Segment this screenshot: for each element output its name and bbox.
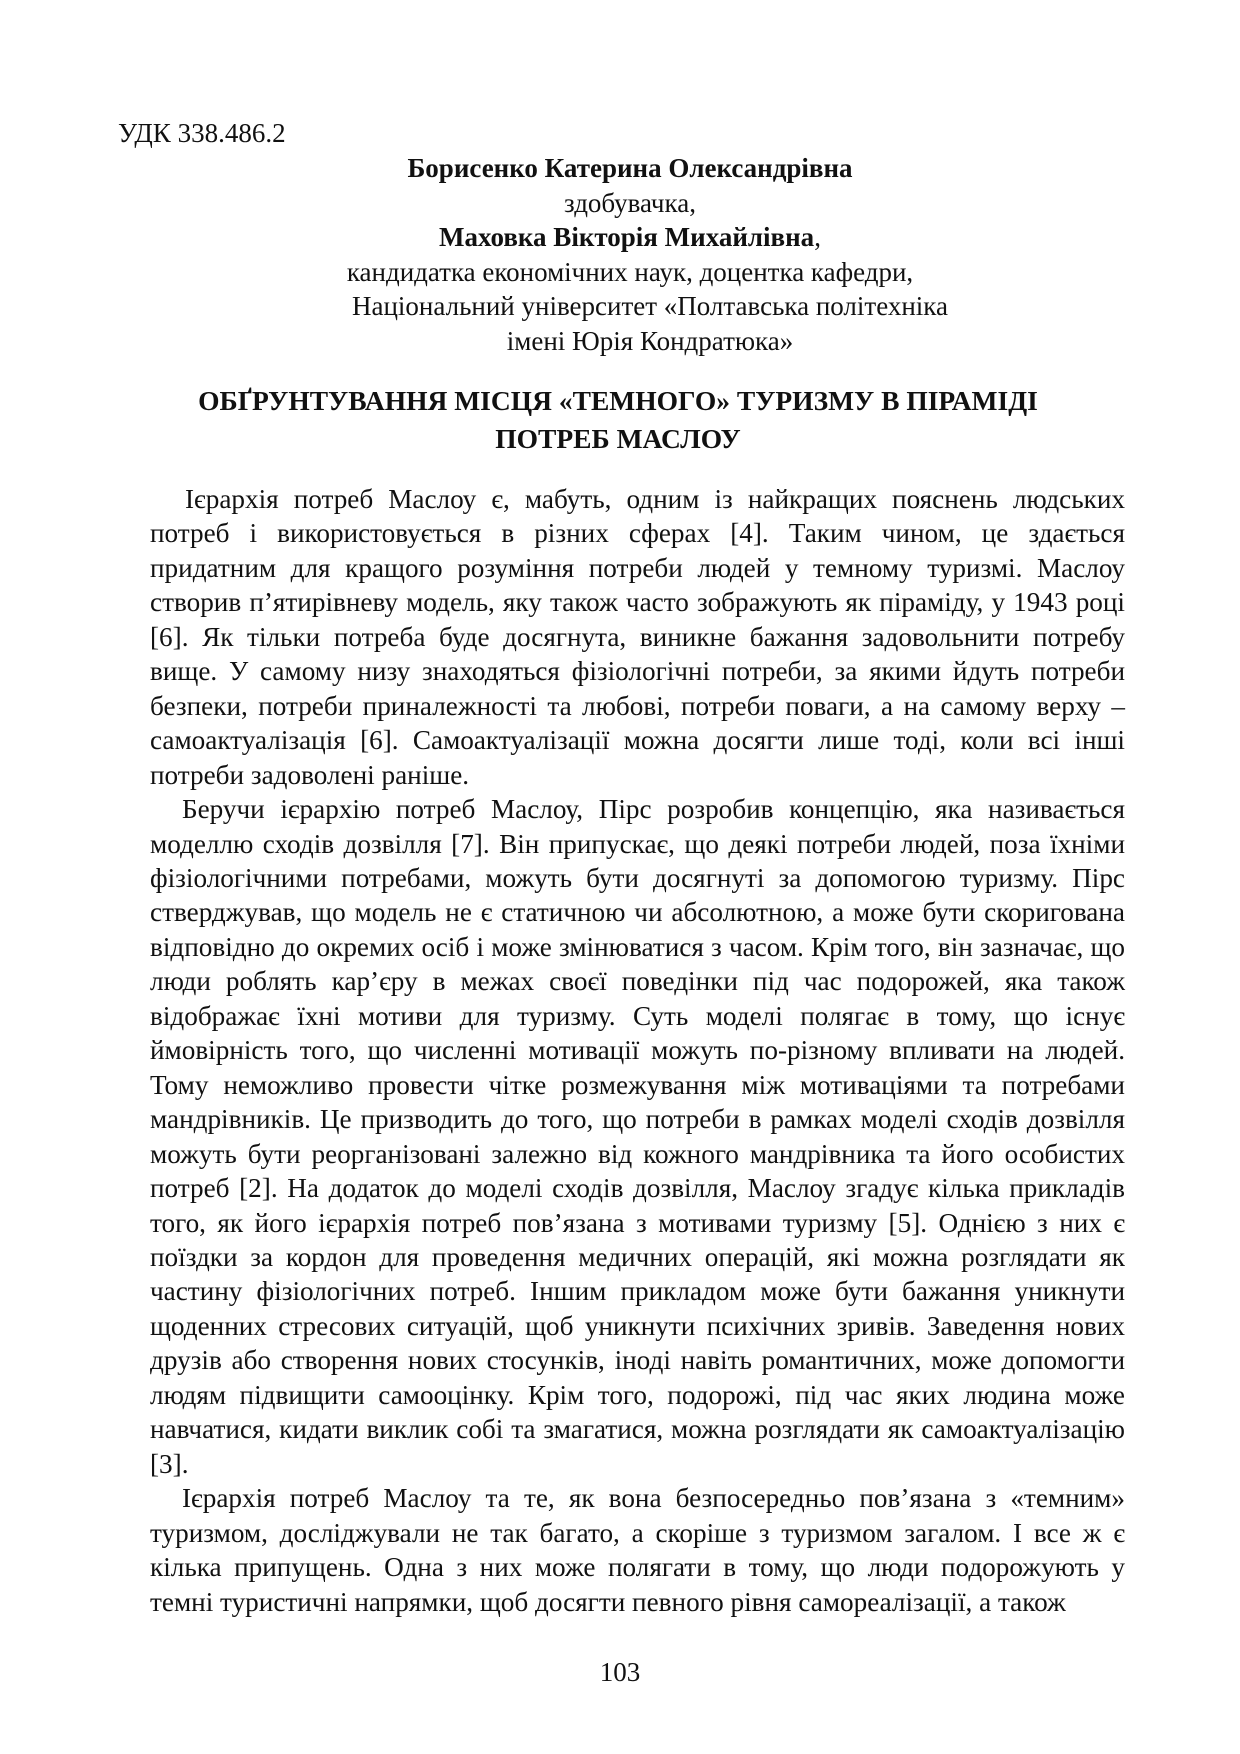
- author-2-role: кандидатка економічних наук, доцентка кафедри,: [346, 256, 914, 287]
- author-2-separator: ,: [814, 222, 821, 253]
- author-1-role: здобувачка,: [564, 187, 696, 218]
- author-2-line: [130, 220, 1130, 255]
- author-1-name: Борисенко Катерина Олександрівна: [407, 153, 853, 183]
- author-block: [130, 151, 1130, 359]
- page-number: 103: [599, 1657, 641, 1687]
- paragraph-1: Ієрархія потреб Маслоу є, мабуть, одним із найкращих пояснень людських потреб і використовується в різних сферах [4]. Таким чином, це здається придатним для кращого розуміння потреби людей у темному туризмі. Маслоу створив п’ятирівневу модель, яку також часто зображують як піраміду, у 1943 році [6]. Як тільки потреба буде досягнута, виникне бажання задовольнити потребу вище. У самому низу знаходяться фізіологічні потреби, за якими йдуть потреби безпеки, потреби приналежності та любові, потреби поваги, а на самому верху – самоактуалізація [6]. Самоактуалізації можна досягти лише тоді, коли всі інші потреби задоволені раніше.: [150, 484, 1125, 790]
- body-text: [150, 482, 1125, 1619]
- paragraph-2: Беручи ієрархію потреб Маслоу, Пірс розробив концепцію, яка називається моделлю сходів дозвілля [7]. Він припускає, що деякі потреби людей, поза їхніми фізіологічними потребами, можуть бути досягнуті за допомогою туризму. Пірс стверджував, що модель не є статичною чи абсолютною, а може бути скоригована відповідно до окремих осіб і може змінюватися з часом. Крім того, він зазначає, що люди роблять кар’єру в межах своєї поведінки під час подорожей, яка також відображає їхні мотиви для туризму. Суть моделі полягає в тому, що існує ймовірність того, що численні мотивації можуть по-різному впливати на людей. Тому неможливо провести чітке розмежування між мотиваціями та потребами мандрівників. Це призводить до того, що потреби в рамках моделі сходів дозвілля можуть бути реорганізовані залежно від кожного мандрівника та його особистих потреб [2]. На додаток до моделі сходів дозвілля, Маслоу згадує кілька прикладів того, як його ієрархія потреб пов’язана з мотивами туризму [5]. Однією з них є поїздки за кордон для проведення медичних операцій, які можна розглядати як частину фізіологічних потреб. Іншим прикладом може бути бажання уникнути щоденних стресових ситуацій, щоб уникнути психічних зривів. Заведення нових друзів або створення нових стосунків, іноді навіть романтичних, може допомогти людям підвищити самооцінку. Крім того, подорожі, під час яких людина може навчатися, кидати виклик собі та змагатися, можна розглядати як самоактуалізацію [3].: [150, 794, 1125, 1479]
- paper-title: [118, 382, 1118, 458]
- affiliation: [130, 289, 1130, 358]
- affiliation-line-1: Національний університет «Полтавська політехніка: [352, 291, 948, 322]
- affiliation-line-2: імені Юрія Кондратюка»: [506, 325, 794, 356]
- title-line-1: ОБҐРУНТУВАННЯ МІСЦЯ «ТЕМНОГО» ТУРИЗМУ В ПІРАМІДІ: [198, 385, 1038, 416]
- title-line-2: ПОТРЕБ МАСЛОУ: [495, 423, 741, 454]
- author-2-name: Маховка Вікторія Михайлівна: [439, 222, 815, 253]
- paragraph-3: Ієрархія потреб Маслоу та те, як вона безпосередньо пов’язана з «темним» туризмом, досліджували не так багато, а скоріше з туризмом загалом. І все ж є кілька припущень. Одна з них може полягати в тому, що люди подорожують у темні туристичні напрямки, щоб досягти певного рівня самореалізації, а також: [150, 1483, 1125, 1617]
- udk-code: УДК 338.486.2: [118, 118, 286, 148]
